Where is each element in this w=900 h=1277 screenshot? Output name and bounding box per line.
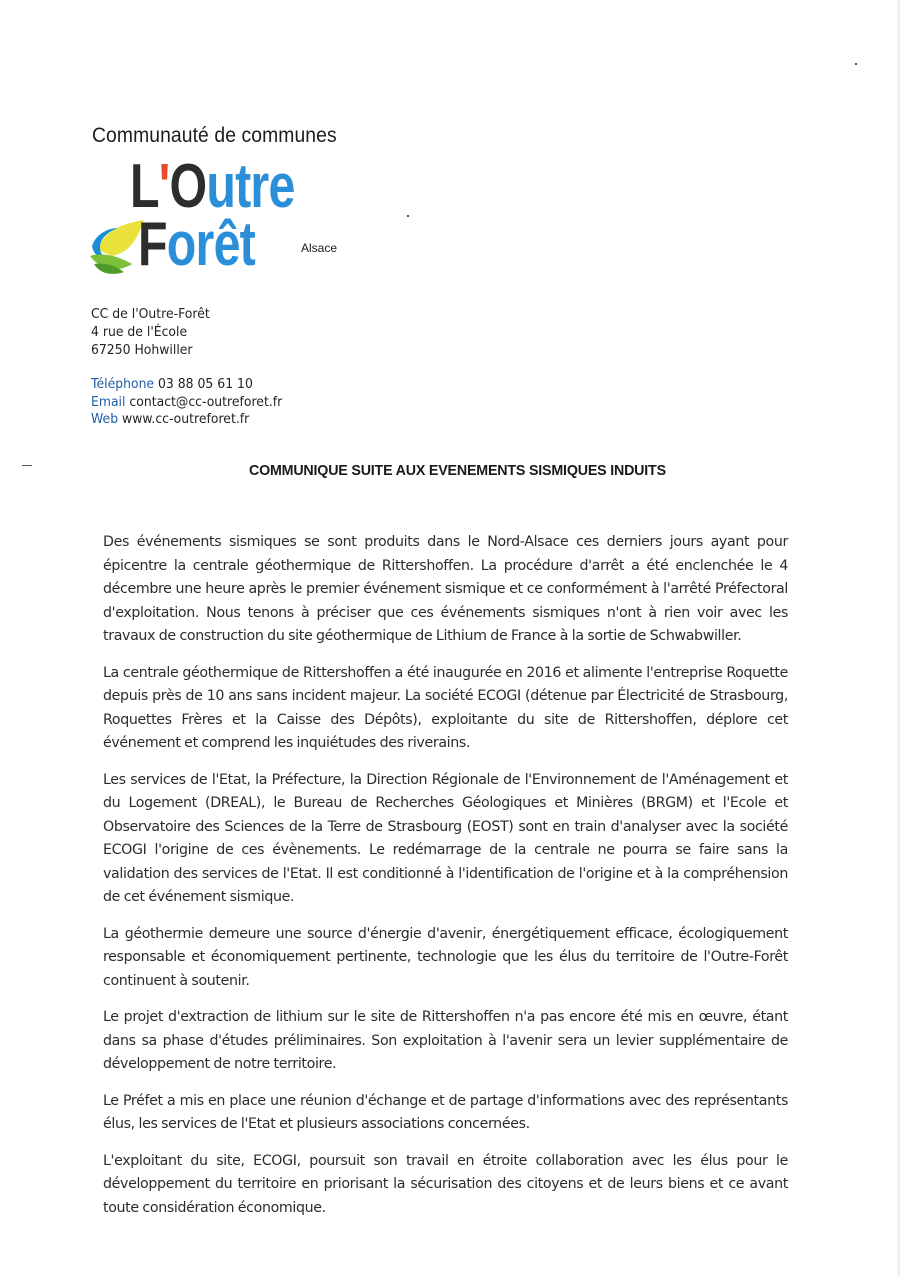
paragraph: Le Préfet a mis en place une réunion d'échange et de partage d'informations avec des représentants élus, les services de l'Etat et plusieurs associations concernées.: [103, 1092, 788, 1132]
paragraph: L'exploitant du site, ECOGI, poursuit son travail en étroite collaboration avec les élus pour le développement du territoire en priorisant la sécurisation des citoyens et de leurs biens et ce avant toute considération économique.: [103, 1152, 788, 1216]
document-body: [103, 531, 788, 1233]
logo-wordmark-line1: L'Outre: [130, 152, 295, 221]
website-url[interactable]: www.cc-outreforet.fr: [122, 411, 250, 427]
contact-web: [91, 411, 282, 429]
email-address[interactable]: contact@cc-outreforet.fr: [129, 393, 283, 410]
paragraph: Les services de l'Etat, la Préfecture, la Direction Régionale de l'Environnement de l'Aménagement et du Logement (DREAL), le Bureau de Recherches Géologiques et Minières (BRGM) et l'Ecole et Observatoire des Sciences de la Terre de Strasbourg (EOST) sont en train d'analyser avec la société ECOGI l'origine de ces évènements. Le redémarrage de la centrale ne pourra se faire sans la validation des services de l'Etat. Il est conditionné à l'identification de l'origine et à la compréhension de cet événement sismique.: [103, 771, 788, 905]
paragraph: Des événements sismiques se sont produits dans le Nord-Alsace ces derniers jours ayant pour épicentre la centrale géothermique de Rittershoffen. La procédure d'arrêt a été enclenchée le 4 décembre une heure après le premier événement sismique et ce conformément à l'arrêté Préfectoral d'exploitation. Nous tenons à préciser que ces événements sismiques n'ont à rien voir avec les travaux de construction du site géothermique de Lithium de France à la sortie de Schwabwiller.: [103, 534, 788, 644]
document-title: COMMUNIQUE SUITE AUX EVENEMENTS SISMIQUES INDUITS: [248, 462, 666, 479]
paragraph: La géothermie demeure une source d'énergie d'avenir, énergétiquement efficace, écologiquement responsable et économiquement pertinente, technologie que les élus du territoire de l'Outre-Forêt continuent à soutenir.: [103, 925, 788, 989]
contact-label: Email: [91, 393, 126, 410]
contact-phone: [91, 376, 282, 394]
postal-address: [91, 305, 220, 359]
logo-org-type: Communauté de communes: [92, 124, 337, 147]
contact-email: [91, 394, 282, 412]
address-line: 4 rue de l'École: [91, 324, 188, 340]
address-line: CC de l'Outre-Forêt: [91, 306, 210, 322]
address-line: 67250 Hohwiller: [91, 342, 193, 358]
page-edge: [896, 0, 900, 1277]
contact-label: Téléphone: [91, 376, 155, 392]
organization-logo: [88, 124, 368, 284]
contact-info: [91, 376, 299, 429]
paragraph: La centrale géothermique de Rittershoffen a été inaugurée en 2016 et alimente l'entreprise Roquette depuis près de 10 ans sans incident majeur. La société ECOGI (détenue par Électricité de Strasbourg, Roquettes Frères et la Caisse des Dépôts), exploitante du site de Rittershoffen, déplore cet événement et comprend les inquiétudes des riverains.: [103, 664, 788, 751]
phone-number: 03 88 05 61 10: [158, 376, 253, 392]
paragraph: Le projet d'extraction de lithium sur le site de Rittershoffen n'a pas encore été mis en œuvre, étant dans sa phase d'études préliminaires. Son exploitation à l'avenir sera un levier supplémentaire de développement de notre territoire.: [103, 1009, 788, 1072]
logo-wordmark-line2: Forêt: [138, 210, 256, 279]
contact-label: Web: [91, 411, 119, 427]
scan-artifact-dot: [855, 63, 857, 65]
scan-artifact-dot: [407, 215, 409, 217]
logo-region-label: Alsace: [301, 241, 338, 255]
